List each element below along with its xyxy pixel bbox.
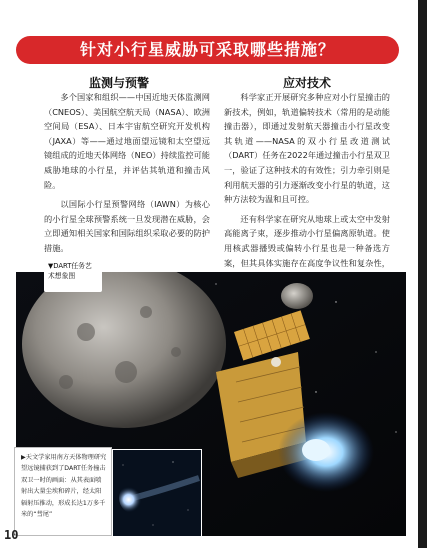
left-paragraph-1: 多个国家和组织——中国近地天体监测网（CNEOS）、美国航空航天局（NASA）、欧洲空间局（ESA）、日本宇宙航空研究开发机构（JAXA）等——通过地面望远镜和太空望远镜组成的近地天体网络（NEO）持续监控可能威胁地球的小行星，并评估其轨道和撞击风险。 bbox=[44, 92, 210, 190]
right-paragraph-2: 还有科学家在研究从地球上或太空中发射高能离子束，逐步推动小行星偏离原轨道。使用核武器播毁或偏转小行星也是一种备选方案，但其具体实施存在高度争议性和复杂性， bbox=[224, 213, 390, 268]
left-heading: 监测与预警 bbox=[88, 76, 149, 90]
left-paragraph-2: 以国际小行星预警网络（IAWN）为核心的小行星全球预警系统一旦发现潜在威胁，会立即通知相关国家和国际组织采取必要的防护措施。 bbox=[44, 199, 210, 253]
page-number: 10 bbox=[4, 528, 19, 542]
left-column-text bbox=[44, 90, 210, 256]
page-title: 针对小行星威胁可采取哪些措施？ bbox=[79, 40, 335, 59]
dimorphos-asteroid bbox=[281, 283, 313, 309]
image-caption: ▼DART任务艺术想象图 bbox=[44, 258, 102, 292]
page-edge-bar bbox=[418, 0, 427, 548]
right-heading: 应对技术 bbox=[282, 76, 331, 90]
right-paragraph-1: 科学家正开展研究多种应对小行星撞击的新技术，例如，轨道偏转技术（常用的是动能撞击器），即通过发射航天器撞击小行星改变其轨道——NASA的双小行星改道测试（DART）任务在2022年通过撞击小行星双卫一，验证了这种技术的有效性；引力牵引则是利用航天器的引力逐渐改变小行星的轨道，这种方法较为温和且可控。 bbox=[224, 92, 390, 205]
dart-impact-inset-photo bbox=[112, 449, 202, 537]
inset-caption: ▶天文学家用南方天体物理研究望远镜捕获到了DART任务撞击双卫一时的画面：从其表面喷射出大量尘埃和碎片，经太阳辐射压推动，形成长达1万多千米的“彗尾” bbox=[14, 447, 112, 536]
right-column-text bbox=[224, 90, 390, 285]
